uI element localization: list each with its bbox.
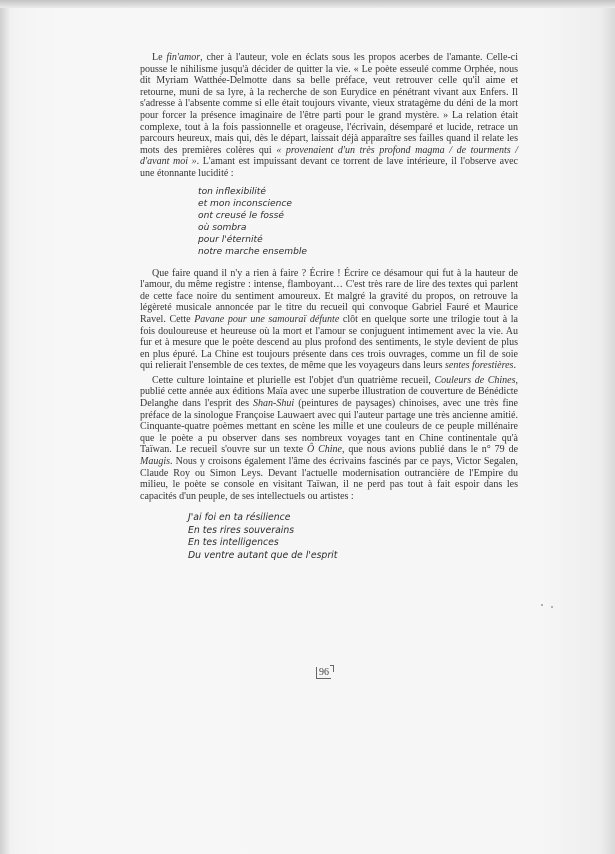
page-number: 96	[316, 667, 331, 679]
italic-run: Ô Chine	[306, 444, 342, 456]
text-run: Le	[152, 52, 167, 63]
text-run: (peintures de paysages) chinoises, avec une très fine préface de la sinologue Françoise Lauwaert avec qui l'auteur partage une très ancienne amitié. Cinquante-quatre poèmes mettant en scène les mille et une couleurs de ce peuple millénaire que le poète a pu observer dans ses nombreux voyages tant en Chine continentale qu'à Taïwan. Le recueil s'ouvre sur un texte	[140, 398, 518, 456]
text-run: , publié cette année aux éditions Maïa avec une superbe illustration de couverture de Bénédicte Delanghe dans l'esprit des	[140, 374, 518, 410]
poem-line: Du ventre autant que de l'esprit	[188, 549, 338, 561]
italic-run: « provenaient d'un très profond magma / de tourments / d'avant moi »	[140, 144, 518, 168]
poem-line: J'ai foi en ta résilience	[188, 512, 291, 524]
page-shadow-top	[0, 0, 615, 8]
text-run: Cette culture lointaine et plurielle est l'objet d'un quatrième recueil,	[152, 374, 435, 386]
text-run: clôt en quelque sorte une trilogie tout à la fois douloureuse et heureuse où la mort et l'amour se conjuguent intimement avec la vie. Au fur et à mesure que le poète descend au plus profond des sentiments, le style devient de plus en plus épuré. La Chine est toujours présente dans ces trois ouvrages, comme un fil de soie qui relierait l'ensemble de ces textes, de même que les voyageurs dans leurs	[140, 313, 518, 372]
poem-line: En tes rires souverains	[188, 524, 295, 536]
text-run: .	[513, 360, 516, 372]
paragraph-2	[140, 268, 518, 372]
text-run: . Nous y croisons également l'âme des écrivains fascinés par ce pays, Victor Segalen, Claude Roy ou Simon Leys. Devant l'actuelle modernisation outrancière de l'Empire du milieu, le poète se console en visitant Taïwan, il ne perd pas tout à fait espoir dans les capacités d'un peuple, de ses intellectuels ou artistes :	[140, 456, 518, 502]
italic-run: sentes forestières	[445, 360, 514, 372]
poem-excerpt-2	[188, 512, 518, 562]
italic-run: Shan-Shui	[253, 398, 295, 410]
italic-run: fin'amor	[166, 52, 201, 63]
poem-line: et mon inconscience	[198, 198, 292, 209]
italic-run: Maugis	[140, 456, 170, 468]
poem-line: En tes intelligences	[188, 537, 279, 549]
text-run: , cher à l'auteur, vole en éclats sous les propos acerbes de l'amante. Celle-ci pousse le nihilisme jusqu'à décider de quitter la vie. « Le poète esseulé comme Orphée, nous dit Myriam Watthée-Delmotte dans sa belle préface, veut retrouver celle qu'il aime et retourne, muni de sa lyre, à la recherche de son Eurydice en pénétrant vivant aux Enfers. Il s'adresse à l'absente comme si elle était toujours vivante, vieux stratagème du déni de la mort pour forcer la présence imaginaire de l'être parti pour le grand mystère. » La relation était complexe, tout à la fois passionnelle et orageuse, l'écrivain, désemparé et lucide, retrace un parcours heureux, mais qui, dès le départ, laissait déjà apparaître ses failles quand il relate les mots des premières colères qui	[140, 52, 519, 156]
text-run: , que nous avions publié dans le n° 79 de	[341, 444, 519, 456]
scan-speck	[551, 606, 553, 608]
scan-speck	[541, 604, 543, 606]
poem-excerpt-1	[198, 186, 518, 258]
page-shadow-left	[0, 0, 10, 854]
text-run: Que faire quand il n'y a rien à faire ? Écrire ! Écrire ce désamour qui fut à la hauteur de l'amour, du même registre : intense, flamboyant… C'est très rare de lire des textes qui parlent de cette face noire du sentiment amoureux. Et malgré la gravité du propos, on retrouve la légèreté musicale annoncée par le titre du recueil qui convoque Gabriel Fauré et Maurice Ravel. Cette	[140, 267, 518, 325]
text-run: . L'amant est impuissant devant ce torrent de lave intérieure, il l'observe avec une étonnante lucidité :	[140, 156, 518, 179]
poem-line: ton inflexibilité	[198, 186, 266, 197]
poem-line: où sombra	[198, 222, 247, 233]
paragraph-1	[140, 52, 518, 180]
poem-line: ont creusé le fossé	[198, 210, 284, 221]
poem-line: notre marche ensemble	[198, 246, 307, 257]
italic-run: Pavane pour une samouraï défunte	[194, 313, 340, 325]
italic-run: Couleurs de Chines	[434, 374, 516, 386]
text-column	[140, 52, 518, 562]
poem-line: pour l'éternité	[198, 234, 263, 245]
paragraph-3	[140, 375, 518, 503]
